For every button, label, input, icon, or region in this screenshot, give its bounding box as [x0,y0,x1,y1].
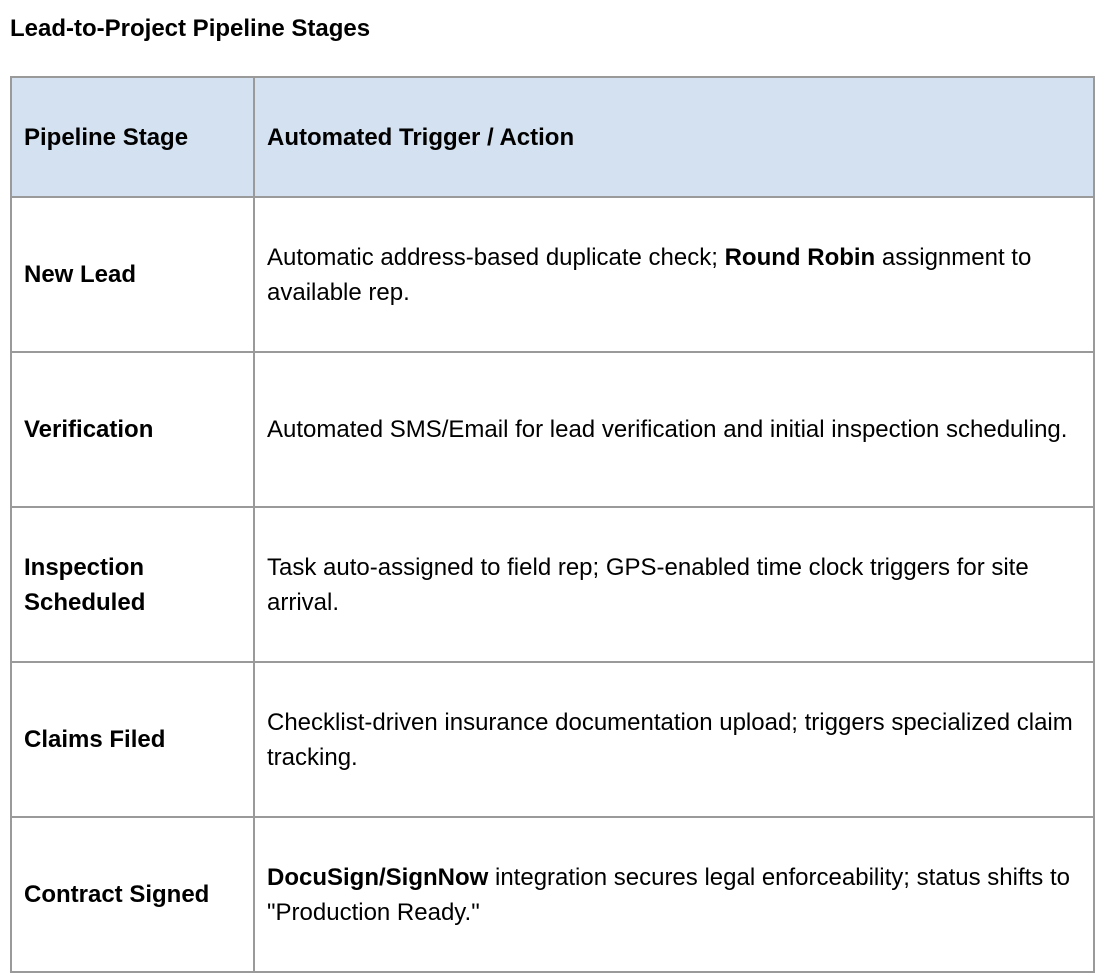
action-text: Automatic address-based duplicate check; [267,243,725,271]
action-text: Checklist-driven insurance documentation upload; triggers specialized claim tracking. [267,708,1073,771]
action-text: Task auto-assigned to field rep; GPS-enabled time clock triggers for site arrival. [267,553,1029,616]
action-cell [254,662,1094,817]
stage-cell: Inspection Scheduled [11,507,254,662]
action-text: integration secures legal enforceability; status shifts to "Production Ready." [267,863,1070,926]
action-bold-text: DocuSign/SignNow [267,863,489,891]
page-title: Lead-to-Project Pipeline Stages [10,15,371,42]
action-cell [254,817,1094,972]
action-text: Automated SMS/Email for lead verification and initial inspection scheduling. [267,416,1068,443]
action-text: assignment to available rep. [267,243,1032,306]
stage-cell: New Lead [11,197,254,352]
column-header-stage: Pipeline Stage [11,77,254,197]
action-bold-text: Round Robin [724,243,876,271]
table-row [11,197,1094,352]
stage-cell: Claims Filed [11,662,254,817]
table-header-row [11,77,1094,197]
table-row [11,662,1094,817]
column-header-action: Automated Trigger / Action [254,77,1094,197]
action-cell [254,352,1094,507]
table-row [11,352,1094,507]
pipeline-table [10,76,1095,973]
action-cell [254,197,1094,352]
table-row [11,507,1094,662]
action-cell [254,507,1094,662]
stage-cell: Verification [11,352,254,507]
stage-cell: Contract Signed [11,817,254,972]
table-row [11,817,1094,972]
